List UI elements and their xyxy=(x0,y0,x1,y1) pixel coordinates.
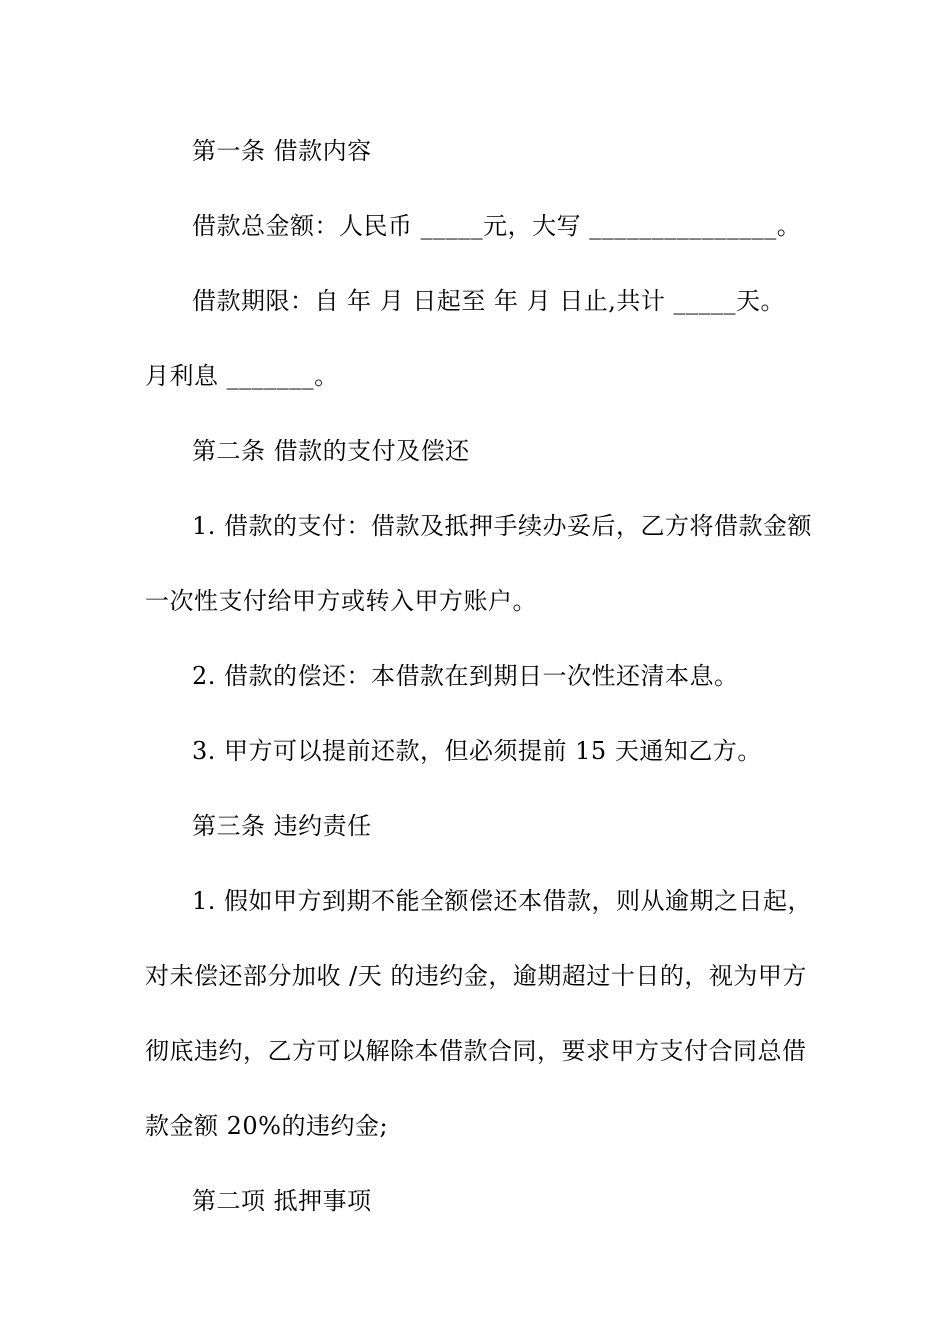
clause-default: 1. 假如甲方到期不能全额偿还本借款，则从逾期之日起， xyxy=(192,887,813,915)
section-heading-payment-repayment: 第二条 借款的支付及偿还 xyxy=(192,437,470,465)
section-heading-mortgage: 第二项 抵押事项 xyxy=(192,1187,372,1215)
clause-loan-payment-continued: 一次性支付给甲方或转入甲方账户。 xyxy=(145,587,537,615)
paragraph-loan-amount: 借款总金额：人民币 _____元，大写 _______________。 xyxy=(192,212,802,240)
clause-default-continued-3: 款金额 20%的违约金; xyxy=(145,1112,389,1140)
clause-loan-payment: 1. 借款的支付：借款及抵押手续办妥后，乙方将借款金额 xyxy=(192,512,813,540)
paragraph-loan-term: 借款期限：自 年 月 日起至 年 月 日止,共计 _____天。 xyxy=(192,287,786,315)
clause-loan-repayment: 2. 借款的偿还：本借款在到期日一次性还清本息。 xyxy=(192,662,739,690)
clause-default-continued-2: 彻底违约，乙方可以解除本借款合同，要求甲方支付合同总借 xyxy=(145,1037,807,1065)
clause-early-repayment: 3. 甲方可以提前还款，但必须提前 15 天通知乙方。 xyxy=(192,737,762,765)
section-heading-liability: 第三条 违约责任 xyxy=(192,812,372,840)
paragraph-monthly-interest: 月利息 _______。 xyxy=(145,362,339,390)
section-heading-loan-content: 第一条 借款内容 xyxy=(192,137,372,165)
clause-default-continued-1: 对未偿还部分加收 /天 的违约金，逾期超过十日的，视为甲方 xyxy=(145,962,807,990)
